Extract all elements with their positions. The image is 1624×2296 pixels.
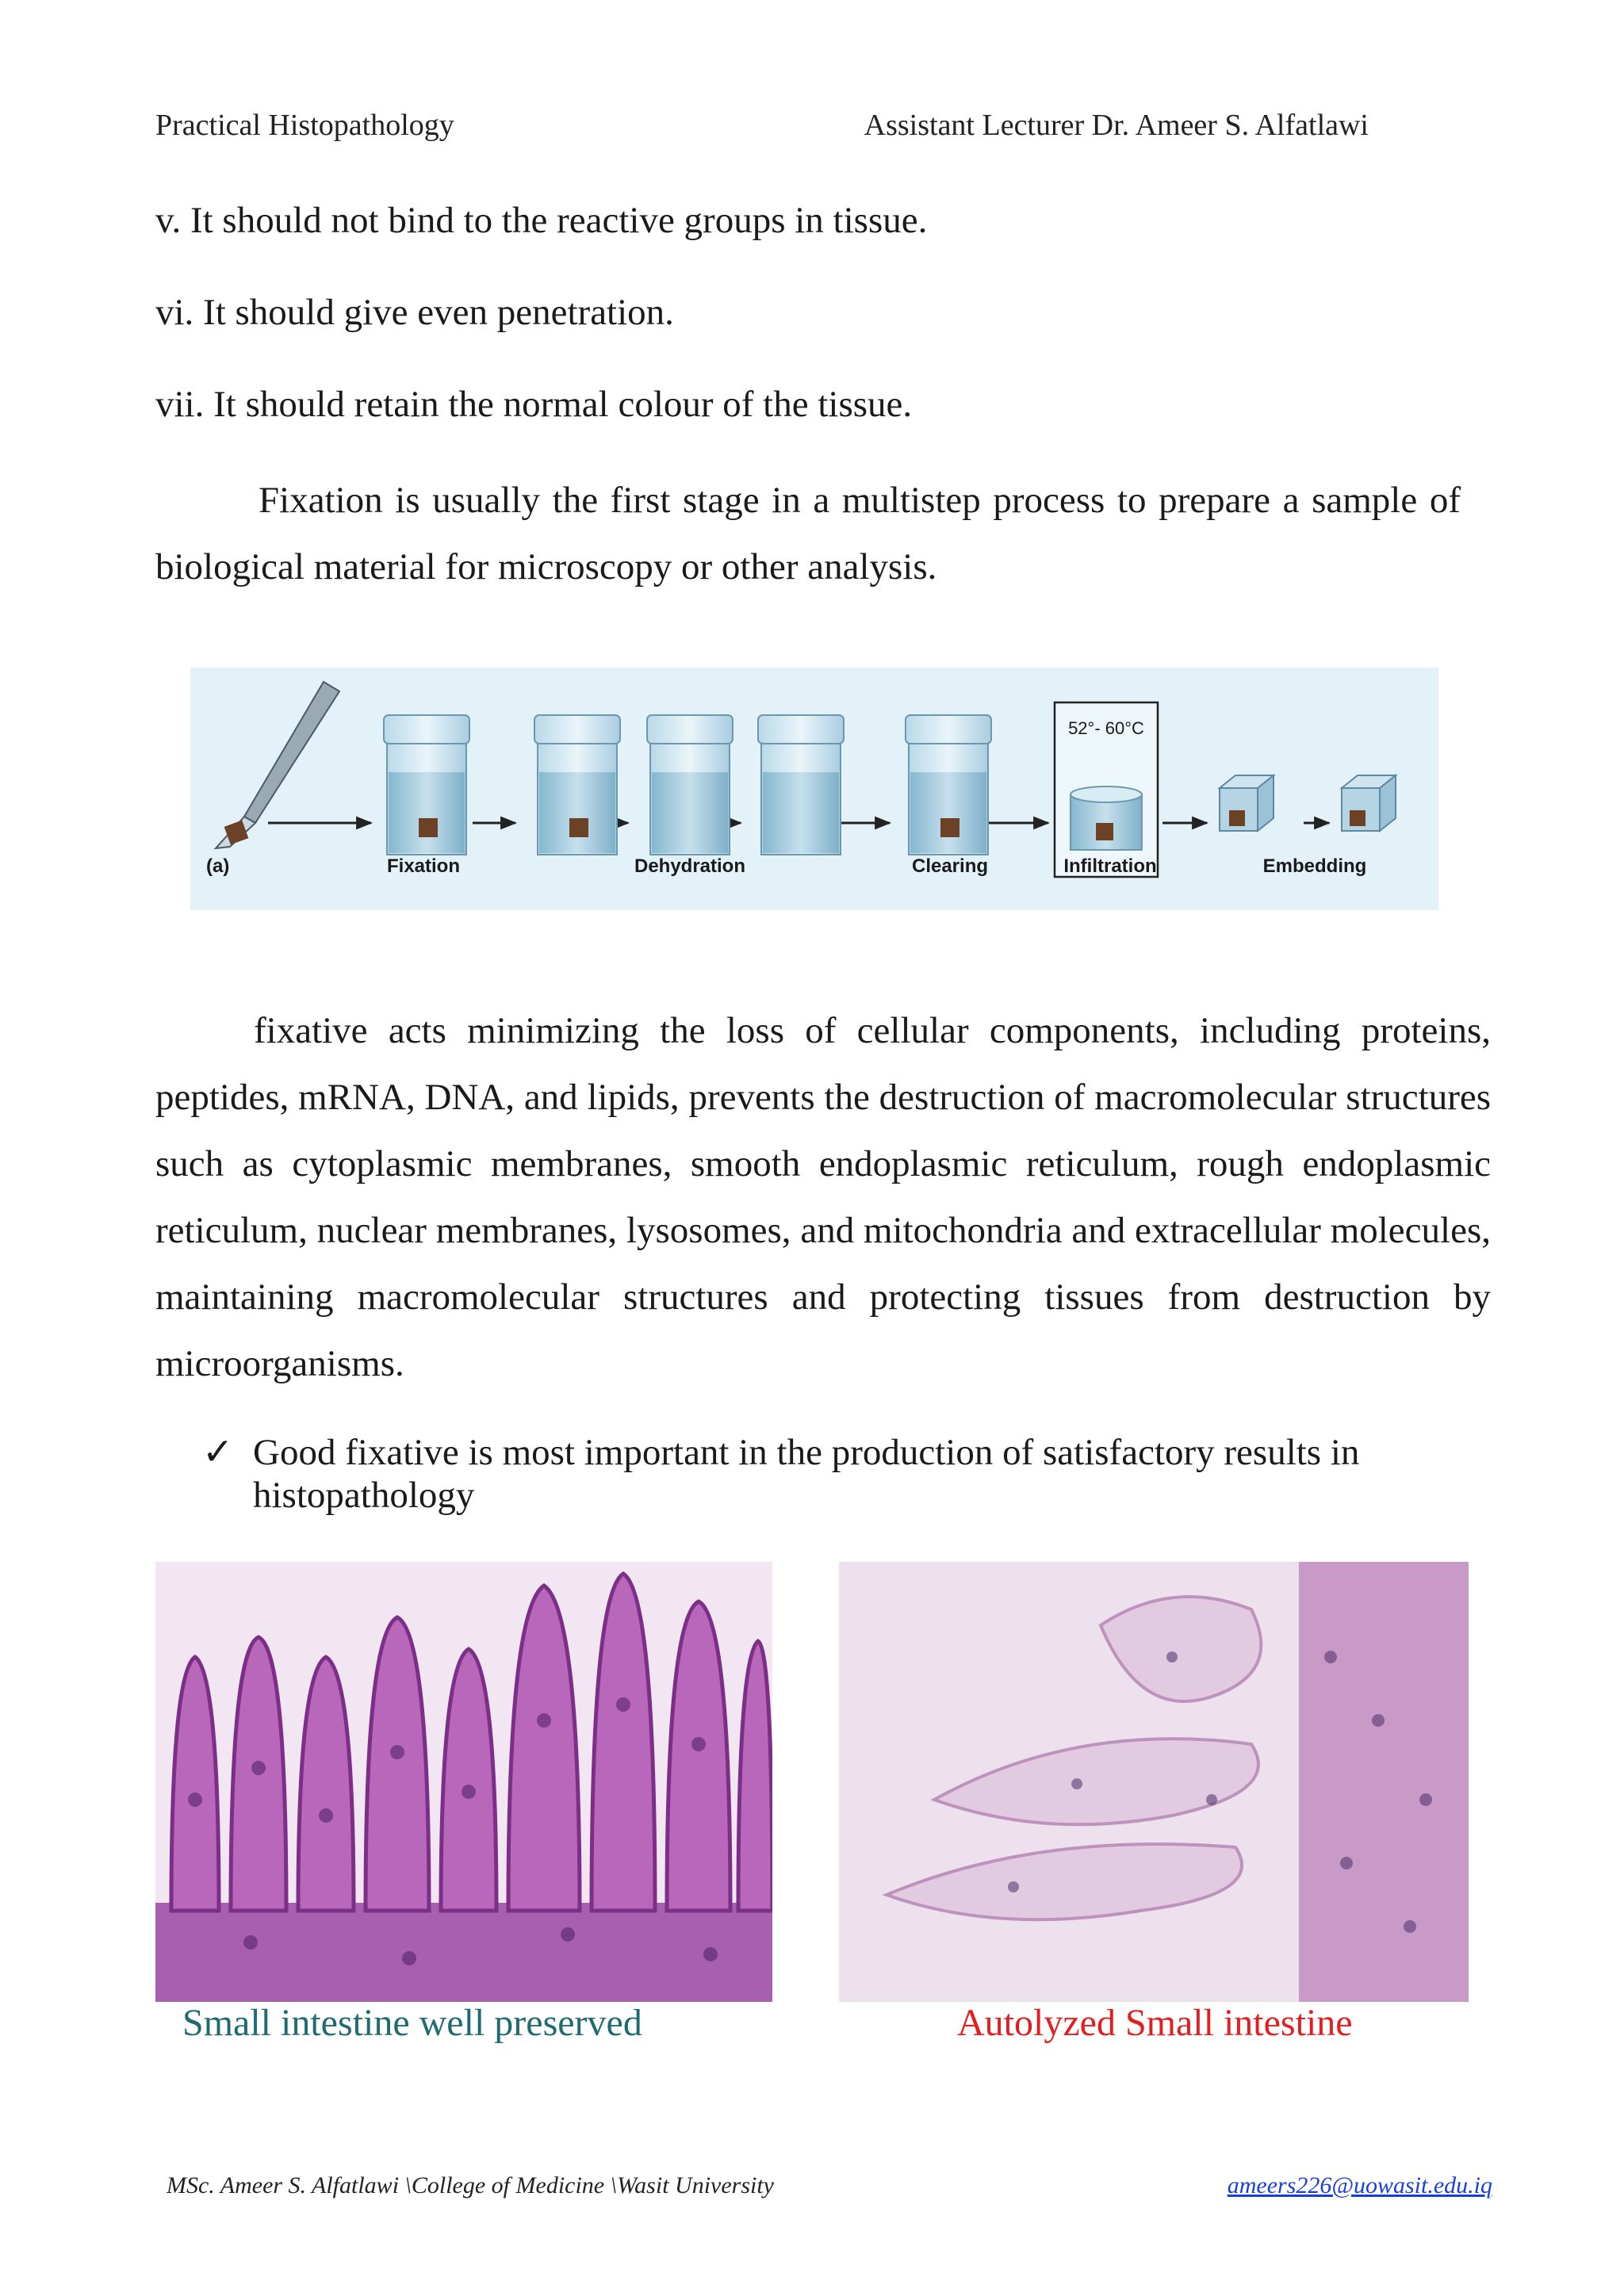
label-clearing: Clearing bbox=[911, 855, 989, 877]
caption-well-preserved: Small intestine well preserved bbox=[182, 2002, 642, 2044]
label-infiltration: Infiltration bbox=[1063, 855, 1157, 877]
criterion-vi: vi. It should give even penetration. bbox=[155, 292, 674, 333]
dehydration-jar-3 bbox=[758, 715, 844, 855]
caption-autolyzed: Autolyzed Small intestine bbox=[957, 2002, 1353, 2044]
dehydration-jar-1 bbox=[534, 715, 620, 855]
criterion-vii: vii. It should retain the normal colour of the tissue. bbox=[155, 384, 913, 425]
page-header bbox=[155, 101, 1369, 149]
clearing-jar bbox=[906, 715, 991, 855]
embedding-mold-1 bbox=[1220, 775, 1274, 831]
fixation-jar bbox=[384, 715, 469, 855]
dehydration-jar-2 bbox=[647, 715, 733, 855]
checkmark-icon: ✓ bbox=[202, 1432, 234, 1473]
label-dehydration: Dehydration bbox=[634, 855, 746, 877]
panel-label: (a) bbox=[206, 855, 230, 877]
checklist-item bbox=[202, 1431, 1471, 1517]
embedding-mold-2 bbox=[1342, 775, 1396, 831]
header-course-title: Practical Histopathology bbox=[155, 109, 454, 142]
header-author: Assistant Lecturer Dr. Ameer S. Alfatlawi bbox=[864, 109, 1369, 142]
fixation-intro-paragraph: Fixation is usually the first stage in a multistep process to prepare a sample of biological material for microscopy or other analysis. bbox=[155, 480, 1461, 587]
temperature-label: 52°- 60°C bbox=[1068, 718, 1144, 738]
fixative-role-paragraph: fixative acts minimizing the loss of cellular components, including proteins, peptides, mRNA, DNA, and lipids, prevents the destruction of macromolecular structures such as cytoplasmic membranes, smooth endoplasmic reticulum, rough endoplasmic reticulum, nuclear membranes, lysosomes, and mitochondria and extracellular molecules, maintaining macromolecular structures and protecting tissues from destruction by microorganisms. bbox=[155, 1010, 1491, 1384]
criterion-v: v. It should not bind to the reactive groups in tissue. bbox=[155, 200, 928, 241]
micrograph-well-preserved bbox=[155, 1562, 772, 2002]
footer-email-link[interactable]: ameers226@uowasit.edu.iq bbox=[1227, 2172, 1492, 2198]
footer-affiliation: MSc. Ameer S. Alfatlawi \College of Medicine \Wasit University bbox=[167, 2172, 774, 2198]
micrograph-autolyzed bbox=[839, 1562, 1469, 2002]
tissue-processing-figure bbox=[190, 668, 1438, 910]
checklist-text: Good fixative is most important in the production of satisfactory results in histopathology bbox=[253, 1432, 1360, 1516]
label-embedding: Embedding bbox=[1262, 855, 1367, 877]
label-fixation: Fixation bbox=[386, 855, 461, 877]
page-footer bbox=[167, 2172, 1492, 2199]
